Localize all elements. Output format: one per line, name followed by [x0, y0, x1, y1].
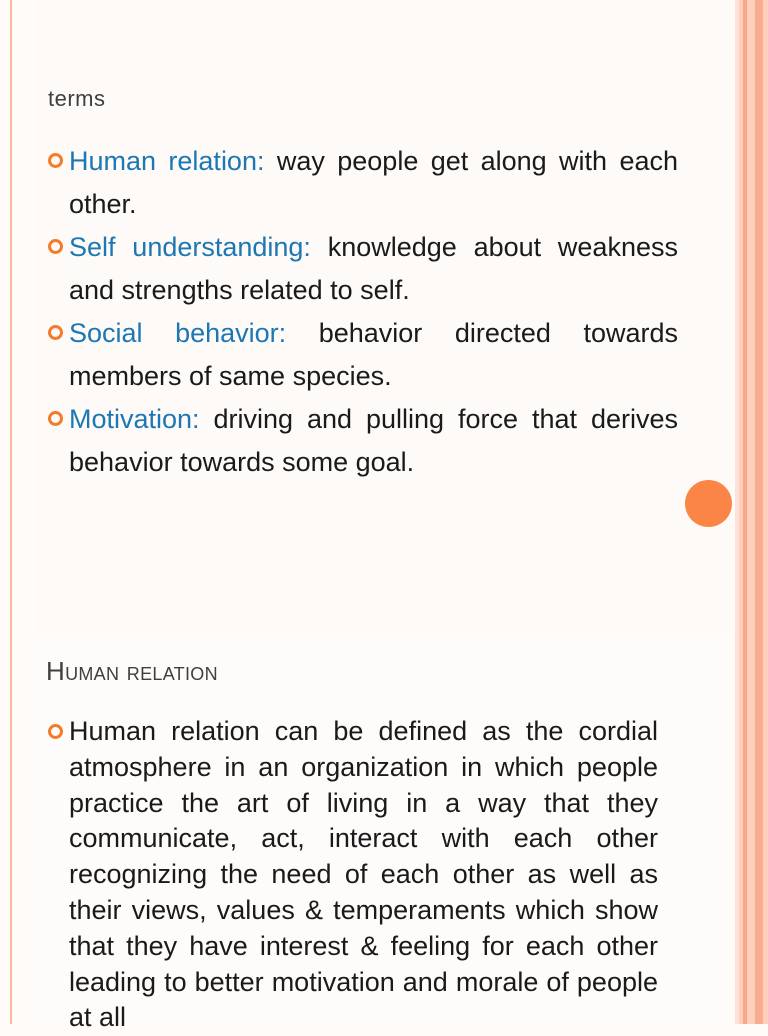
slide-title-human-relation: Human relation [46, 656, 218, 686]
band-stripe [743, 0, 747, 1024]
terms-list [48, 140, 678, 484]
term-label: Motivation: [69, 404, 200, 434]
term-definition: way people get along with each other. [69, 146, 678, 219]
human-relation-list [48, 714, 658, 1036]
band-stripe [755, 0, 763, 1024]
circle-bullet-icon [48, 325, 63, 340]
paragraph-text: Human relation can be defined as the cordial atmosphere in an organization in which people practice the art of living in a way that they communicate, act, interact with each other recognizing the need of each other as well as their views, values & temperaments which show that they have interest & feeling for each other leading to better motivation and morale of people at all [69, 716, 658, 1033]
term-definition: driving and pulling force that derives behavior towards some goal. [69, 404, 678, 477]
right-decorative-band [735, 0, 768, 1024]
band-stripe [735, 0, 739, 1024]
slide-title-terms: terms [48, 86, 106, 111]
decorative-circle [685, 480, 732, 527]
list-item [48, 714, 658, 1036]
term-label: Self understanding: [69, 232, 311, 262]
circle-bullet-icon [48, 153, 63, 168]
left-border-line [10, 0, 12, 1024]
circle-bullet-icon [48, 724, 63, 739]
term-definition: knowledge about weakness and strengths related to self. [69, 232, 678, 305]
term-definition: behavior directed towards members of same species. [69, 318, 678, 391]
list-item [48, 226, 678, 312]
list-item [48, 398, 678, 484]
list-item [48, 140, 678, 226]
term-label: Social behavior: [69, 318, 287, 348]
circle-bullet-icon [48, 239, 63, 254]
list-item [48, 312, 678, 398]
circle-bullet-icon [48, 411, 63, 426]
term-label: Human relation: [69, 146, 265, 176]
